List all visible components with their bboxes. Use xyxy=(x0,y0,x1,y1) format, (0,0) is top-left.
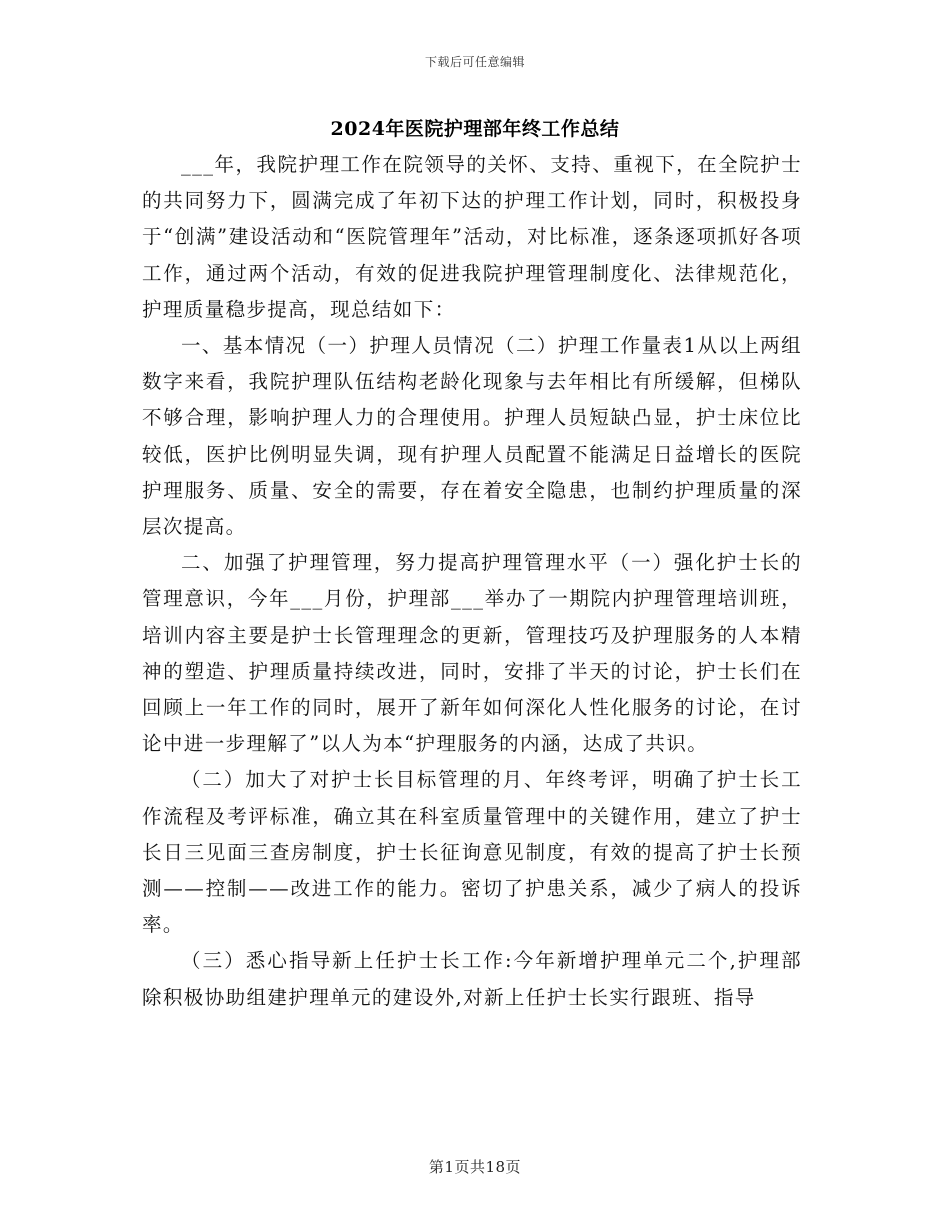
paragraph-guidance: （三）悉心指导新上任护士长工作:今年新增护理单元二个,护理部除积极协助组建护理单元的建设外,对新上任护士长实行跟班、指导 xyxy=(142,949,802,1009)
paragraph-management: 二、加强了护理管理，努力提高护理管理水平（一）强化护士长的管理意识，今年___月份，护理部___举办了一期院内护理管理培训班，培训内容主要是护士长管理理念的更新，管理技巧及护理服务的人本精神的塑造、护理质量持续改进，同时，安排了半天的讨论，护士长们在回顾上一年工作的同时，展开了新年如何深化人性化服务的讨论，在讨论中进一步理解了”以人为本“护理服务的内涵，达成了共识。 xyxy=(142,551,802,756)
page-footer: 第1页共18页 xyxy=(428,1158,522,1176)
paragraph-intro: ___年，我院护理工作在院领导的关怀、支持、重视下，在全院护士的共同努力下，圆满完成了年初下达的护理工作计划，同时，积极投身于“创满”建设活动和“医院管理年”活动，对比标准，逐条逐项抓好各项工作，通过两个活动，有效的促进我院护理管理制度化、法律规范化，护理质量稳步提高，现总结如下： xyxy=(142,153,802,321)
document-title: 2024年医院护理部年终工作总结 xyxy=(330,118,620,140)
header-note: 下载后可任意编辑 xyxy=(424,55,525,69)
paragraph-evaluation: （二）加大了对护士长目标管理的月、年终考评，明确了护士长工作流程及考评标准，确立其在科室质量管理中的关键作用，建立了护士长日三见面三查房制度，护士长征询意见制度，有效的提高了护士长预测——控制——改进工作的能力。密切了护患关系，减少了病人的投诉率。 xyxy=(142,768,802,937)
paragraph-basic-situation: 一、基本情况（一）护理人员情况（二）护理工作量表1从以上两组数字来看，我院护理队伍结构老龄化现象与去年相比有所缓解，但梯队不够合理，影响护理人力的合理使用。护理人员短缺凸显，护士床位比较低，医护比例明显失调，现有护理人员配置不能满足日益增长的医院护理服务、质量、安全的需要，存在着安全隐患，也制约护理质量的深层次提高。 xyxy=(142,334,802,539)
document-body xyxy=(142,147,802,1016)
